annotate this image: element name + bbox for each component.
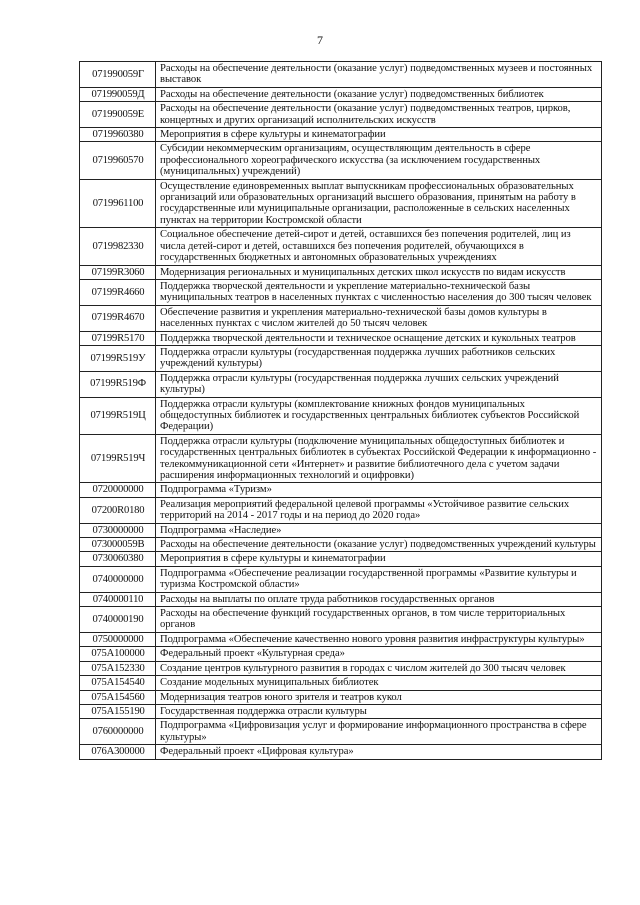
classification-code: 075A154560 (80, 690, 156, 704)
expense-description: Субсидии некоммерческим организациям, осуществляющим деятельность в сфере профессионального хореографического искусства (за исключением государственных (муниципальных) учреждений) (156, 142, 602, 179)
table-row (80, 228, 602, 265)
classification-code: 071990059Е (80, 102, 156, 128)
expense-description: Подпрограмма «Обеспечение реализации государственной программы «Развитие культуры и туризма Костромской области» (156, 566, 602, 592)
table-row (80, 102, 602, 128)
expense-description: Расходы на обеспечение деятельности (оказание услуг) подведомственных библиотек (156, 87, 602, 101)
classification-code: 0719982330 (80, 228, 156, 265)
expense-description: Социальное обеспечение детей-сирот и детей, оставшихся без попечения родителей, лиц из числа детей-сирот и детей, оставшихся без попечения родителей, обучающихся в государственных бюджетных и автономных образовательных учреждениях (156, 228, 602, 265)
table-row (80, 265, 602, 279)
table-row (80, 128, 602, 142)
classification-code: 0720000000 (80, 483, 156, 497)
expense-description: Подпрограмма «Туризм» (156, 483, 602, 497)
expense-description: Создание центров культурного развития в городах с числом жителей до 300 тысяч человек (156, 661, 602, 675)
expense-description: Подпрограмма «Наследие» (156, 523, 602, 537)
table-row (80, 397, 602, 434)
expense-description: Расходы на выплаты по оплате труда работников государственных органов (156, 592, 602, 606)
budget-codes-table (79, 61, 602, 760)
expense-description: Федеральный проект «Цифровая культура» (156, 745, 602, 759)
classification-code: 075A155190 (80, 704, 156, 718)
classification-code: 0719960570 (80, 142, 156, 179)
table-row (80, 676, 602, 690)
table-row (80, 434, 602, 483)
table-row (80, 661, 602, 675)
classification-code: 073000059В (80, 538, 156, 552)
table-row (80, 538, 602, 552)
table-row (80, 497, 602, 523)
table-row (80, 552, 602, 566)
classification-code: 07199R3060 (80, 265, 156, 279)
table-row (80, 523, 602, 537)
table-row (80, 142, 602, 179)
table-row (80, 62, 602, 88)
expense-description: Поддержка творческой деятельности и укрепление материально-технической базы муниципальных театров в населенных пунктах с численностью населения до 300 тысяч человек (156, 279, 602, 305)
classification-code: 0740000000 (80, 566, 156, 592)
table-body (80, 62, 602, 760)
expense-description: Мероприятия в сфере культуры и кинематографии (156, 128, 602, 142)
table-row (80, 632, 602, 646)
classification-code: 075A154540 (80, 676, 156, 690)
expense-description: Подпрограмма «Цифровизация услуг и формирование информационного пространства в сфере культуры» (156, 719, 602, 745)
table-row (80, 331, 602, 345)
expense-description: Расходы на обеспечение деятельности (оказание услуг) подведомственных музеев и постоянных выставок (156, 62, 602, 88)
classification-code: 07199R4660 (80, 279, 156, 305)
classification-code: 0740000110 (80, 592, 156, 606)
table-row (80, 719, 602, 745)
classification-code: 075A100000 (80, 647, 156, 661)
classification-code: 0760000000 (80, 719, 156, 745)
expense-description: Поддержка отрасли культуры (комплектование книжных фондов муниципальных общедоступных библиотек и государственных центральных библиотек субъектов Российской Федерации) (156, 397, 602, 434)
table-row (80, 607, 602, 633)
table-row (80, 179, 602, 228)
table-row (80, 704, 602, 718)
page-number: 7 (317, 33, 323, 47)
expense-description: Модернизация региональных и муниципальных детских школ искусств по видам искусств (156, 265, 602, 279)
expense-description: Поддержка отрасли культуры (подключение муниципальных общедоступных библиотек и государственных центральных библиотек в субъектах Российской Федерации к информационно - телекоммуникационной сети «Интернет» и развитие библиотечного дела с учетом задачи расширения информационных технологий и оцифровки) (156, 434, 602, 483)
classification-code: 07200R0180 (80, 497, 156, 523)
classification-code: 07199R519У (80, 345, 156, 371)
table-row (80, 279, 602, 305)
expense-description: Осуществление единовременных выплат выпускникам профессиональных образовательных организаций или образовательных организаций высшего образования, принятым на работу в государственные или муниципальные организации, расположенные в сельских населенных пунктах на территории Костромской области (156, 179, 602, 228)
table-row (80, 592, 602, 606)
expense-description: Создание модельных муниципальных библиотек (156, 676, 602, 690)
classification-code: 0730000000 (80, 523, 156, 537)
expense-description: Расходы на обеспечение функций государственных органов, в том числе территориальных органов (156, 607, 602, 633)
expense-description: Подпрограмма «Обеспечение качественно нового уровня развития инфраструктуры культуры» (156, 632, 602, 646)
classification-code: 07199R5170 (80, 331, 156, 345)
classification-code: 075A152330 (80, 661, 156, 675)
expense-description: Поддержка творческой деятельности и техническое оснащение детских и кукольных театров (156, 331, 602, 345)
classification-code: 07199R4670 (80, 305, 156, 331)
expense-description: Поддержка отрасли культуры (государственная поддержка лучших работников сельских учреждений культуры) (156, 345, 602, 371)
classification-code: 076A300000 (80, 745, 156, 759)
table-row (80, 483, 602, 497)
table-row (80, 566, 602, 592)
table-row (80, 305, 602, 331)
classification-code: 0750000000 (80, 632, 156, 646)
classification-code: 07199R519Ф (80, 371, 156, 397)
table-row (80, 745, 602, 759)
expense-description: Модернизация театров юного зрителя и театров кукол (156, 690, 602, 704)
expense-description: Поддержка отрасли культуры (государственная поддержка лучших сельских учреждений культуры) (156, 371, 602, 397)
table-row (80, 647, 602, 661)
classification-code: 0719961100 (80, 179, 156, 228)
classification-code: 071990059Г (80, 62, 156, 88)
expense-description: Реализация мероприятий федеральной целевой программы «Устойчивое развитие сельских территорий на 2014 - 2017 годы и на период до 2020 года» (156, 497, 602, 523)
classification-code: 07199R519Ц (80, 397, 156, 434)
expense-description: Государственная поддержка отрасли культуры (156, 704, 602, 718)
classification-code: 0730060380 (80, 552, 156, 566)
expense-description: Обеспечение развития и укрепления материально-технической базы домов культуры в населенных пунктах с числом жителей до 50 тысяч человек (156, 305, 602, 331)
table-row (80, 345, 602, 371)
classification-code: 0740000190 (80, 607, 156, 633)
expense-description: Федеральный проект «Культурная среда» (156, 647, 602, 661)
expense-description: Расходы на обеспечение деятельности (оказание услуг) подведомственных театров, цирков, концертных и других организаций исполнительских искусств (156, 102, 602, 128)
classification-code: 071990059Д (80, 87, 156, 101)
expense-description: Мероприятия в сфере культуры и кинематографии (156, 552, 602, 566)
expense-description: Расходы на обеспечение деятельности (оказание услуг) подведомственных учреждений культуры (156, 538, 602, 552)
table-row (80, 371, 602, 397)
table-row (80, 87, 602, 101)
table-row (80, 690, 602, 704)
classification-code: 07199R519Ч (80, 434, 156, 483)
classification-code: 0719960380 (80, 128, 156, 142)
